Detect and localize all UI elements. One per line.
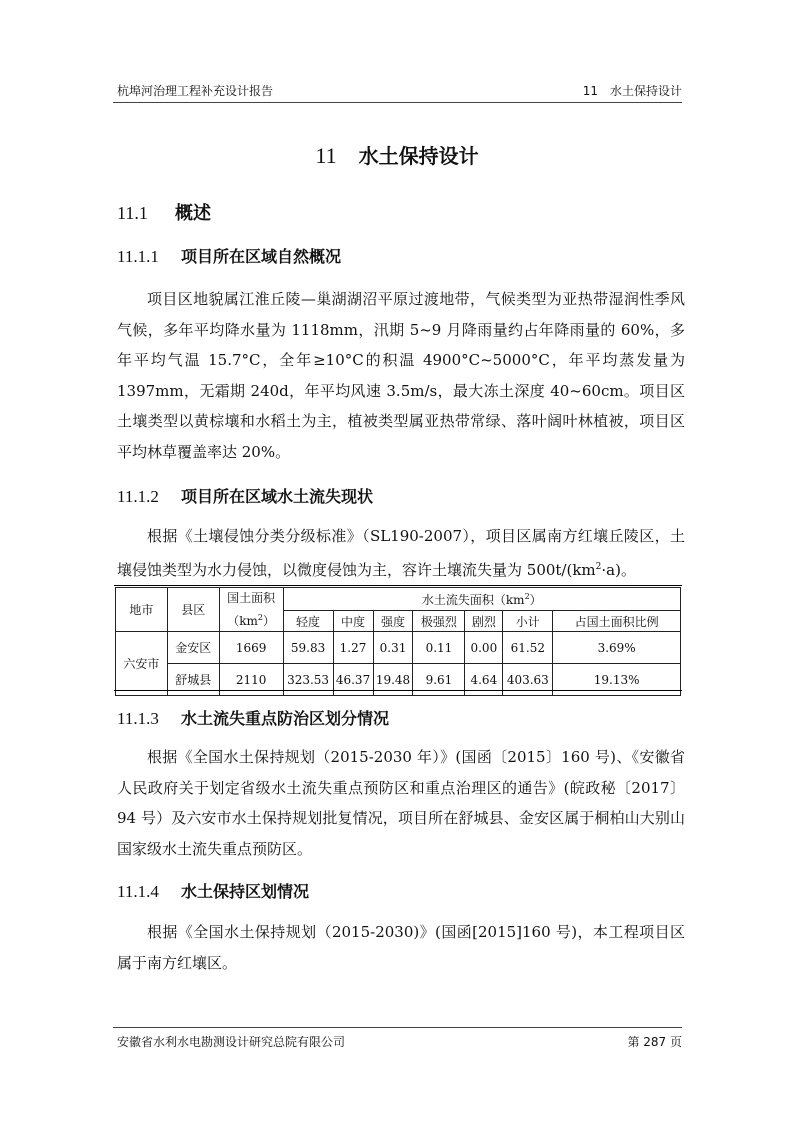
header-col: 中度 <box>333 611 373 632</box>
superscript: 2 <box>595 561 602 572</box>
header-left: 杭埠河治理工程补充设计报告 <box>117 84 274 98</box>
header-col: 轻度 <box>283 611 333 632</box>
area-cell: 2110 <box>219 664 283 696</box>
header-land-area <box>219 588 283 632</box>
value-cell: 9.61 <box>413 664 465 696</box>
value-cell: 323.53 <box>283 664 333 696</box>
value-cell: 59.83 <box>283 632 333 664</box>
paragraph-end: ·a)。 <box>601 560 636 579</box>
area-cell: 1669 <box>219 632 283 664</box>
section-number: 11.1.3 <box>117 709 159 728</box>
header-loss-group <box>283 588 680 611</box>
section-heading-11-1-4 <box>117 879 309 902</box>
header-loss-group-end: ） <box>529 592 542 607</box>
value-cell: 61.52 <box>503 632 553 664</box>
chapter-title-text: 水土保持设计 <box>358 144 479 168</box>
section-number: 11.1.2 <box>117 487 159 506</box>
chapter-title <box>0 140 794 169</box>
superscript: 2 <box>257 613 263 622</box>
county-cell: 舒城县 <box>167 664 219 696</box>
city-cell: 六安市 <box>116 632 168 696</box>
footer-rule <box>113 1027 682 1028</box>
section-title: 项目所在区域自然概况 <box>181 247 342 266</box>
section-title: 项目所在区域水土流失现状 <box>181 487 374 506</box>
header-rule <box>113 102 682 103</box>
section-heading-11-1-1 <box>117 244 341 267</box>
header-col: 强度 <box>373 611 413 632</box>
page-footer <box>117 1033 682 1050</box>
paragraph-natural-conditions: 项目区地貌属江淮丘陵—巢湖湖沼平原过渡地带，气候类型为亚热带湿润性季风气候，多年平均降水量为 1118mm，汛期 5~9 月降雨量约占年降雨量的 60%，多年平均气温 15.7°C，全年≥10°C的积温 4900°C~5000°C，年平均蒸发量为 1397mm，无霜期 240d，年平均风速 3.5m/s，最大冻土深度 40~60cm。项目区土壤类型以黄棕壤和水稻土为主，植被类型属亚热带常绿、落叶阔叶林植被，项目区平均林草覆盖率达 20%。 <box>117 290 685 461</box>
section-title: 概述 <box>175 203 211 224</box>
value-cell: 3.69% <box>553 632 681 664</box>
value-cell: 0.11 <box>413 632 465 664</box>
table-row <box>116 632 681 664</box>
footer-left: 安徽省水利水电勘测设计研究总院有限公司 <box>117 1035 346 1049</box>
value-cell: 19.13% <box>553 664 681 696</box>
value-cell: 19.48 <box>373 664 413 696</box>
section-number: 11.1 <box>117 203 148 223</box>
section-number: 11.1.1 <box>117 247 159 266</box>
value-cell: 0.00 <box>465 632 503 664</box>
section-number: 11.1.4 <box>117 882 159 901</box>
value-cell: 403.63 <box>503 664 553 696</box>
paragraph-regionalization: 根据《全国水土保持规划（2015-2030)》(国函[2015]160 号)，本工程项目区属于南方红壤区。 <box>117 923 685 972</box>
section-title: 水土流失重点防治区划分情况 <box>181 709 390 728</box>
table-header-row <box>116 588 681 611</box>
header-land-area-label: 国土面积 <box>227 591 276 605</box>
table-bottom-rule <box>114 690 682 691</box>
paragraph-erosion-status <box>117 521 685 585</box>
paragraph-text: 根据《土壤侵蚀分类分级标准》（SL190-2007），项目区属南方红壤丘陵区，土壤侵蚀类型为水力侵蚀，以微度侵蚀为主，容许土壤流失量为 500t/(km <box>117 527 685 579</box>
page-header <box>117 82 682 99</box>
page-number: 第 287 页 <box>627 1035 682 1049</box>
section-heading-11-1-3 <box>117 706 389 729</box>
section-heading-11-1-2 <box>117 484 373 507</box>
header-land-area-unit: （km <box>227 614 258 628</box>
section-heading-11-1 <box>117 199 211 225</box>
superscript: 2 <box>524 591 530 601</box>
header-county: 县区 <box>167 588 219 632</box>
header-right: 11 水土保持设计 <box>582 84 682 98</box>
header-loss-group-label: 水土流失面积（km <box>421 592 525 607</box>
header-col: 极强烈 <box>413 611 465 632</box>
erosion-table <box>115 587 681 696</box>
header-city: 地市 <box>116 588 168 632</box>
header-col: 剧烈 <box>465 611 503 632</box>
table-top-rule <box>114 585 682 586</box>
county-cell: 金安区 <box>167 632 219 664</box>
value-cell: 0.31 <box>373 632 413 664</box>
section-title: 水土保持区划情况 <box>181 882 310 901</box>
paragraph-key-prevention-areas: 根据《全国水土保持规划（2015-2030 年）》(国函〔2015〕160 号)、《安徽省人民政府关于划定省级水土流失重点预防区和重点治理区的通告》(皖政秘〔2017〕94 号）及六安市水土保持规划批复情况，项目所在舒城县、金安区属于桐柏山大别山国家级水土流失重点预防区。 <box>117 748 685 858</box>
value-cell: 46.37 <box>333 664 373 696</box>
header-land-area-unit-end: ） <box>262 614 275 628</box>
chapter-number: 11 <box>315 143 337 168</box>
value-cell: 4.64 <box>465 664 503 696</box>
header-col: 小计 <box>503 611 553 632</box>
value-cell: 1.27 <box>333 632 373 664</box>
header-col: 占国土面积比例 <box>553 611 681 632</box>
